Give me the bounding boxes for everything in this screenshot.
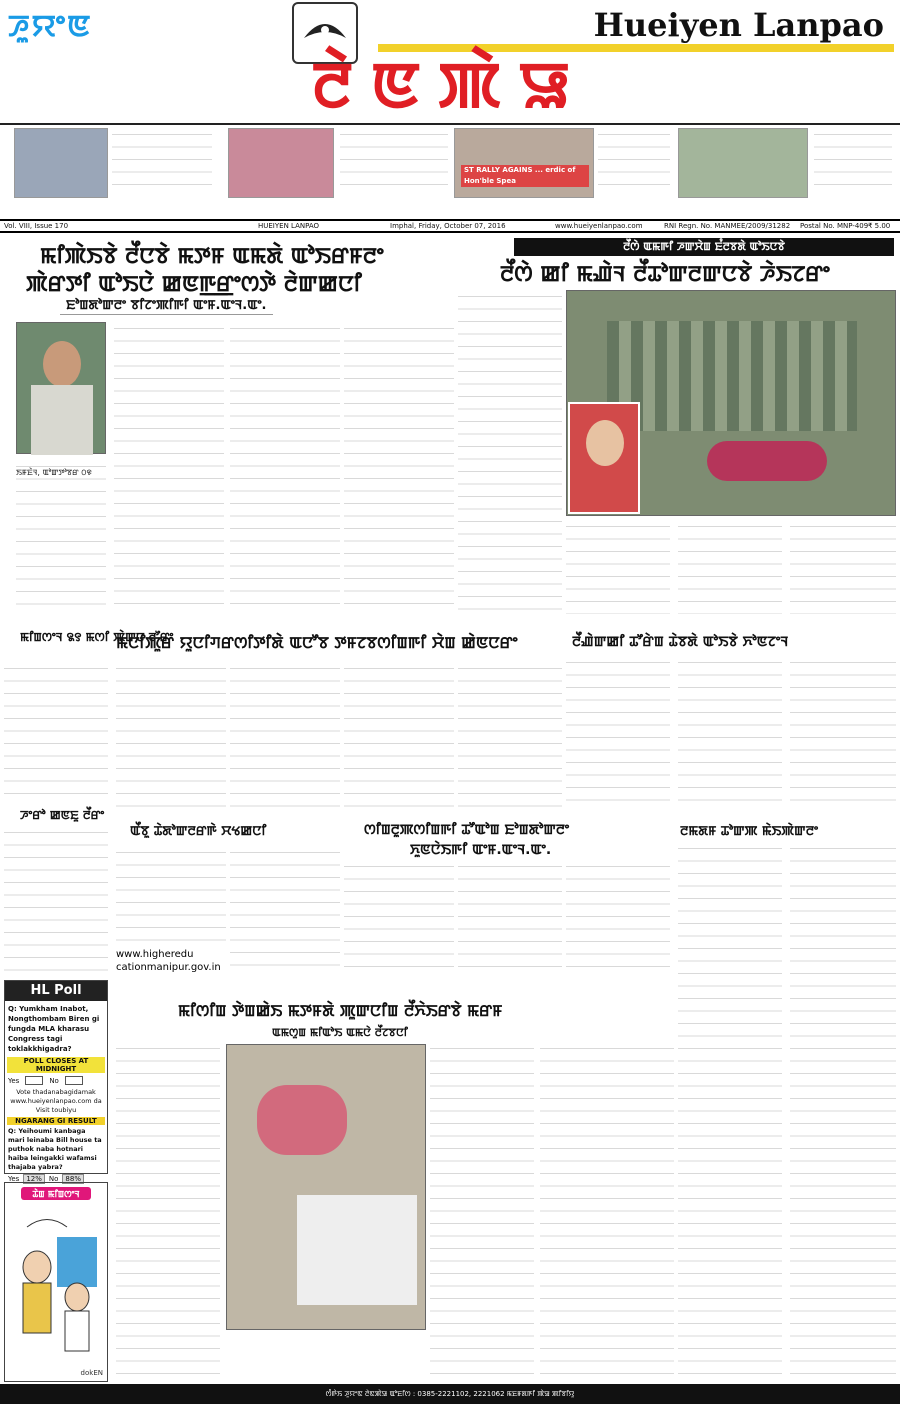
col-headline-b2: ꯈꯨꯟꯅꯥꯏꯒꯤ ꯑꯦꯝ.ꯑꯦꯜ.ꯑꯦ. xyxy=(410,842,552,858)
result-yes-value: 12% xyxy=(23,1174,45,1184)
postal-number: Postal No. MNP-409 xyxy=(800,222,869,230)
poll-no-checkbox[interactable] xyxy=(65,1076,83,1085)
dateline: Imphal, Friday, October 07, 2016 xyxy=(390,222,506,230)
lead-dateline: ꯏꯝꯐꯥꯜ, ꯑꯣꯛꯇꯣꯕꯔ ꯰꯶ xyxy=(16,468,92,477)
col-a-text-1 xyxy=(116,846,226,946)
right-kicker: ꯂꯩꯁꯥ ꯑꯃꯒꯤ ꯍꯛꯆꯥꯡ ꯐꯪꯂꯕꯗꯥ ꯑꯣꯏꯅꯕꯥ xyxy=(514,238,894,256)
cartoon-drawing-icon xyxy=(7,1207,107,1357)
bottom-photo xyxy=(226,1044,426,1330)
cartoon-box xyxy=(4,1182,108,1382)
price: ₹ 5.00 xyxy=(868,222,891,230)
col-b-text-2 xyxy=(458,860,562,972)
strip-text-1 xyxy=(112,128,212,196)
poll-result-title: NGARANG GI RESULT xyxy=(7,1117,105,1125)
col-b-text-1 xyxy=(344,860,454,972)
poll-no-label: No xyxy=(49,1076,59,1085)
lead-subhead: ꯐꯣꯡꯗꯣꯛꯂꯦ ꯕꯤꯖꯦꯄꯤꯒꯤ ꯑꯦꯝ.ꯑꯦꯜ.ꯑꯦ. xyxy=(60,296,273,315)
mid-right-headline: ꯂꯩꯉꯥꯛꯀꯤ ꯊꯧꯔꯥꯡ ꯊꯥꯕꯗꯥ ꯑꯣꯏꯕꯥ ꯈꯣꯟꯖꯦꯜ xyxy=(572,634,789,650)
poll-yes-checkbox[interactable] xyxy=(25,1076,43,1085)
lead-headline-1: ꯃꯤꯄꯥꯏꯕꯥ ꯂꯩꯅꯕꯥ ꯃꯇꯝ ꯑꯃꯗꯥ ꯑꯣꯏꯔꯝꯂꯦ xyxy=(40,244,384,269)
strip-text-4 xyxy=(814,128,894,196)
mid-text-col-4 xyxy=(458,662,562,808)
masthead-english-title: Hueiyen Lanpao xyxy=(378,4,894,46)
col-c-text-1 xyxy=(678,842,782,1382)
result-no-value: 88% xyxy=(62,1174,84,1184)
strip-photo-4 xyxy=(678,128,808,198)
right-text-col-1 xyxy=(458,290,562,614)
poll-options xyxy=(5,1073,107,1088)
poll-result-question: Q: Yeihoumi kanbaga mari leinaba Bill house ta puthok naba hotnari haiba leingakki wafamsi thajaba yabra? xyxy=(8,1127,102,1171)
lead-portrait-photo xyxy=(16,322,106,454)
issue-info-bar xyxy=(0,219,900,233)
right-text-col-2 xyxy=(566,520,670,614)
hl-poll-title: HL Poll xyxy=(5,981,107,1001)
poll-vote-text: Vote thadanabagidamak www.hueiyenlanpao.com da Visit toubiyu xyxy=(10,1088,102,1114)
strip-text-3 xyxy=(598,128,672,196)
result-no-label: No xyxy=(48,1175,59,1183)
vol-issue: Vol. VIII, Issue 170 xyxy=(4,222,69,230)
poll-closes-banner: POLL CLOSES AT MIDNIGHT xyxy=(7,1057,105,1073)
mid-right-text-col-3 xyxy=(790,656,896,806)
rni-number: RNI Regn. No. MANMEE/2009/31282 xyxy=(664,222,791,230)
mid-text-col-1 xyxy=(116,662,226,808)
side-headline: ꯃꯤꯡꯁꯦꯜ ꯲꯱ ꯃꯁꯤ ꯄꯥꯛꯅ ꯂꯧꯔꯦ xyxy=(20,630,174,644)
lead-headline-2: ꯄꯥꯔꯇꯤ ꯑꯣꯏꯅꯥ ꯀꯟꯒ꯭ꯔꯦꯁꯇꯥ ꯂꯥꯛꯀꯅꯤ xyxy=(26,272,362,297)
col-headline-a: ꯑꯩꯕꯨ ꯊꯥꯗꯣꯛꯂꯔꯒꯥ ꯆꯠꯀꯅꯤ xyxy=(130,824,267,839)
col-c-text-2 xyxy=(790,842,896,1382)
side-headline-2: ꯍꯦꯔꯣ ꯀꯟꯐꯨ ꯂꯩꯔꯦ xyxy=(20,808,105,822)
masthead-small-title: ꯍꯨꯌꯦꯟ xyxy=(8,9,93,44)
victim-portrait-photo xyxy=(568,402,640,514)
lead-text-col-4 xyxy=(344,322,454,614)
bottom-headline: ꯃꯤꯁꯤꯡ ꯇꯥꯡꯀꯥꯏ ꯃꯇꯝꯗꯥ ꯄꯨꯛꯅꯤꯡ ꯂꯩꯈꯥꯏꯔꯕꯥ ꯃꯔꯝ xyxy=(178,1001,503,1020)
cartoon-signature: dokEN xyxy=(80,1369,103,1377)
mid-right-text-col-2 xyxy=(678,656,782,806)
strip-photo-2 xyxy=(228,128,334,198)
lead-text-col-3 xyxy=(230,322,340,614)
right-headline: ꯂꯩꯁꯥ ꯀꯤ ꯃꯉꯥꯜ ꯂꯩꯊꯣꯛꯂꯛꯅꯕꯥ ꯍꯥꯏꯖꯔꯦ xyxy=(500,262,830,287)
cartoon-title: ꯊꯥꯡ ꯃꯤꯡꯁꯦꯜ xyxy=(21,1187,91,1200)
poll-yes-label: Yes xyxy=(8,1076,20,1085)
lead-text-col-1 xyxy=(16,460,106,612)
publisher-name: HUEIYEN LANPAO xyxy=(258,222,320,230)
website: www.hueiyenlanpao.com xyxy=(555,222,643,230)
right-text-col-4 xyxy=(790,520,896,614)
mid-headline: ꯃꯅꯤꯄꯨꯔ ꯌꯨꯅꯤꯚꯔꯁꯤꯇꯤꯗꯥ ꯑꯅꯧꯕ ꯇꯝꯖꯕꯁꯤꯡꯒꯤ ꯆꯥꯡ ꯀꯥꯟꯅꯔꯦ xyxy=(116,633,518,652)
footer-bar: ꯁꯪꯒꯥꯏ ꯍꯨꯌꯦꯟ ꯂꯥꯟꯄꯥꯎ ꯑꯣꯐꯤꯁ : 0385-2221102, 2221062 ꯃꯐꯝꯗꯒꯤ ꯄꯥꯎ ꯄꯤꯕꯤꯌꯨ xyxy=(0,1384,900,1404)
side-text-col-2 xyxy=(4,826,108,972)
right-text-col-3 xyxy=(678,520,782,614)
hl-poll-question: Q: Yumkham Inabot, Nongthombam Biren gi fungda MLA kharasu Congress tagi toklakkhigadra? xyxy=(8,1005,100,1053)
bottom-text-col-2 xyxy=(430,1042,534,1382)
col-headline-b: ꯁꯤꯡꯂꯨꯄꯁꯤꯡꯒꯤ ꯊꯧꯑꯣꯡ ꯐꯣꯡꯗꯣꯛꯂꯦ xyxy=(364,822,570,838)
strip-photo-3 xyxy=(454,128,594,198)
col-headline-c: ꯂꯃꯗꯝ ꯊꯣꯛꯄ ꯃꯥꯏꯄꯥꯛꯂꯦ xyxy=(680,824,819,839)
mid-text-col-3 xyxy=(344,662,454,808)
col-a-text-2 xyxy=(230,846,340,974)
strip-banner-text: ST RALLY AGAINS ... erdic of Hon'ble Spea xyxy=(461,165,589,187)
mid-right-text-col-1 xyxy=(566,656,670,806)
result-yes-label: Yes xyxy=(8,1175,20,1183)
strip-photo-1 xyxy=(14,128,108,198)
col-b-text-3 xyxy=(566,860,670,972)
lead-text-col-2 xyxy=(114,322,224,614)
hl-poll-box xyxy=(4,980,108,1183)
mid-text-col-2 xyxy=(230,662,340,808)
strip-text-2 xyxy=(340,128,450,196)
bottom-text-col-3 xyxy=(540,1042,674,1382)
masthead xyxy=(0,0,900,125)
url-snippet: www.higheredu cationmanipur.gov.in xyxy=(116,949,221,973)
bottom-text-col-1 xyxy=(116,1042,220,1382)
side-text-col-1 xyxy=(4,662,108,802)
masthead-big-title: ꯂꯥꯟꯄꯥꯎ xyxy=(311,49,589,123)
bottom-subhead: ꯑꯃꯁꯨꯡ ꯃꯤꯑꯣꯏ ꯑꯃꯅꯥ ꯂꯩꯖꯕꯅꯤ xyxy=(272,1026,408,1039)
